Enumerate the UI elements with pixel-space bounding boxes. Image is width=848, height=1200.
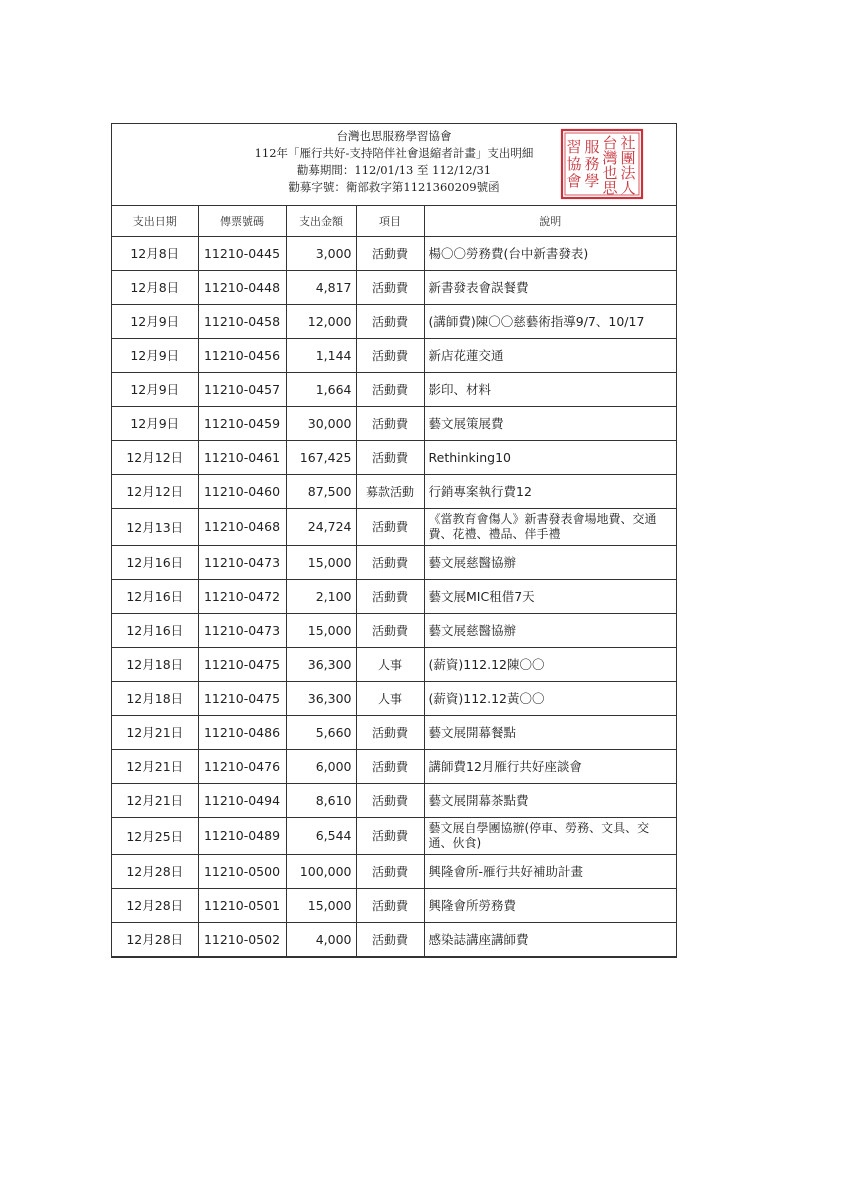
item-cell: 活動費 — [356, 749, 424, 783]
desc-cell: 興隆會所-雁行共好補助計畫 — [424, 854, 676, 888]
seal-char: 協 — [566, 155, 582, 173]
table-row — [112, 372, 676, 406]
table-row — [112, 338, 676, 372]
amount-cell: 15,000 — [286, 613, 356, 647]
desc-cell: 藝文展慈醫協辦 — [424, 613, 676, 647]
voucher-cell: 11210-0456 — [198, 338, 286, 372]
col-header-amount: 支出金額 — [286, 206, 356, 236]
seal-char: 人 — [620, 179, 636, 197]
amount-cell: 36,300 — [286, 647, 356, 681]
org-name: 台灣也思服務學習協會 — [336, 129, 452, 143]
table-row — [112, 783, 676, 817]
seal-char: 台 — [602, 134, 618, 152]
amount-cell: 100,000 — [286, 854, 356, 888]
amount-cell: 4,817 — [286, 270, 356, 304]
col-header-item: 項目 — [356, 206, 424, 236]
voucher-cell: 11210-0500 — [198, 854, 286, 888]
item-cell: 活動費 — [356, 338, 424, 372]
seal-char: 團 — [620, 149, 636, 167]
amount-cell: 4,000 — [286, 922, 356, 956]
item-cell: 活動費 — [356, 922, 424, 956]
amount-cell: 24,724 — [286, 508, 356, 545]
voucher-cell: 11210-0461 — [198, 440, 286, 474]
item-cell: 活動費 — [356, 440, 424, 474]
table-row — [112, 817, 676, 854]
expense-sheet — [111, 123, 677, 958]
date-cell: 12月21日 — [112, 783, 198, 817]
date-cell: 12月28日 — [112, 854, 198, 888]
voucher-cell: 11210-0458 — [198, 304, 286, 338]
desc-cell: 藝文展策展費 — [424, 406, 676, 440]
table-row — [112, 854, 676, 888]
item-cell: 活動費 — [356, 817, 424, 854]
voucher-cell: 11210-0501 — [198, 888, 286, 922]
item-cell: 活動費 — [356, 406, 424, 440]
seal-char: 學 — [584, 172, 600, 190]
desc-cell: (薪資)112.12陳〇〇 — [424, 647, 676, 681]
item-cell: 活動費 — [356, 372, 424, 406]
desc-cell: (講師費)陳〇〇慈藝術指導9/7、10/17 — [424, 304, 676, 338]
desc-cell: Rethinking10 — [424, 440, 676, 474]
seal-char: 也 — [602, 164, 618, 182]
item-cell: 募款活動 — [356, 474, 424, 508]
date-cell: 12月16日 — [112, 613, 198, 647]
date-cell: 12月9日 — [112, 338, 198, 372]
col-header-desc: 說明 — [424, 206, 676, 236]
table-row — [112, 304, 676, 338]
voucher-cell: 11210-0445 — [198, 236, 286, 270]
table-row — [112, 715, 676, 749]
voucher-cell: 11210-0473 — [198, 545, 286, 579]
amount-cell: 1,144 — [286, 338, 356, 372]
desc-cell: 行銷專案執行費12 — [424, 474, 676, 508]
table-header-row — [112, 206, 676, 236]
table-row — [112, 579, 676, 613]
table-row — [112, 270, 676, 304]
amount-cell: 1,664 — [286, 372, 356, 406]
seal-char: 會 — [566, 172, 582, 190]
item-cell: 活動費 — [356, 854, 424, 888]
table-row — [112, 545, 676, 579]
item-cell: 人事 — [356, 647, 424, 681]
table-row — [112, 647, 676, 681]
voucher-cell: 11210-0448 — [198, 270, 286, 304]
desc-cell: 影印、材料 — [424, 372, 676, 406]
table-row — [112, 474, 676, 508]
seal-char: 法 — [620, 164, 636, 182]
item-cell: 活動費 — [356, 888, 424, 922]
amount-cell: 36,300 — [286, 681, 356, 715]
fundraising-period: 勸募期間：112/01/13 至 112/12/31 — [296, 163, 492, 177]
voucher-cell: 11210-0457 — [198, 372, 286, 406]
desc-cell: 楊〇〇勞務費(台中新書發表) — [424, 236, 676, 270]
date-cell: 12月8日 — [112, 236, 198, 270]
amount-cell: 15,000 — [286, 888, 356, 922]
voucher-cell: 11210-0475 — [198, 647, 286, 681]
date-cell: 12月28日 — [112, 922, 198, 956]
table-row — [112, 888, 676, 922]
voucher-cell: 11210-0502 — [198, 922, 286, 956]
date-cell: 12月16日 — [112, 545, 198, 579]
table-row — [112, 406, 676, 440]
item-cell: 人事 — [356, 681, 424, 715]
date-cell: 12月16日 — [112, 579, 198, 613]
desc-cell: 藝文展慈醫協辦 — [424, 545, 676, 579]
date-cell: 12月18日 — [112, 681, 198, 715]
voucher-cell: 11210-0494 — [198, 783, 286, 817]
col-header-voucher: 傳票號碼 — [198, 206, 286, 236]
expense-table — [112, 206, 676, 957]
seal-char: 社 — [620, 134, 636, 152]
date-cell: 12月13日 — [112, 508, 198, 545]
table-row — [112, 613, 676, 647]
amount-cell: 87,500 — [286, 474, 356, 508]
item-cell: 活動費 — [356, 545, 424, 579]
voucher-cell: 11210-0472 — [198, 579, 286, 613]
amount-cell: 5,660 — [286, 715, 356, 749]
seal-char: 服 — [584, 138, 600, 156]
permit-number: 勸募字號：衛部救字第1121360209號函 — [288, 180, 500, 194]
item-cell: 活動費 — [356, 783, 424, 817]
seal-char: 習 — [566, 138, 582, 156]
date-cell: 12月21日 — [112, 749, 198, 783]
voucher-cell: 11210-0486 — [198, 715, 286, 749]
desc-cell: 藝文展開幕茶點費 — [424, 783, 676, 817]
amount-cell: 6,000 — [286, 749, 356, 783]
date-cell: 12月9日 — [112, 406, 198, 440]
amount-cell: 15,000 — [286, 545, 356, 579]
voucher-cell: 11210-0460 — [198, 474, 286, 508]
date-cell: 12月12日 — [112, 440, 198, 474]
desc-cell: 興隆會所勞務費 — [424, 888, 676, 922]
date-cell: 12月9日 — [112, 304, 198, 338]
table-row — [112, 922, 676, 956]
organization-seal — [560, 128, 644, 200]
item-cell: 活動費 — [356, 579, 424, 613]
table-row — [112, 681, 676, 715]
item-cell: 活動費 — [356, 715, 424, 749]
amount-cell: 3,000 — [286, 236, 356, 270]
item-cell: 活動費 — [356, 270, 424, 304]
voucher-cell: 11210-0489 — [198, 817, 286, 854]
desc-cell: 藝文展自學團協辦(停車、勞務、文具、交通、伙食) — [424, 817, 676, 854]
sheet-header — [112, 124, 676, 206]
item-cell: 活動費 — [356, 236, 424, 270]
table-row — [112, 749, 676, 783]
seal-char: 思 — [602, 179, 618, 197]
amount-cell: 2,100 — [286, 579, 356, 613]
date-cell: 12月8日 — [112, 270, 198, 304]
voucher-cell: 11210-0475 — [198, 681, 286, 715]
desc-cell: 藝文展開幕餐點 — [424, 715, 676, 749]
amount-cell: 8,610 — [286, 783, 356, 817]
seal-char: 灣 — [602, 149, 618, 167]
desc-cell: 藝文展MIC租借7天 — [424, 579, 676, 613]
seal-char: 務 — [584, 155, 600, 173]
amount-cell: 167,425 — [286, 440, 356, 474]
date-cell: 12月28日 — [112, 888, 198, 922]
desc-cell: 講師費12月雁行共好座談會 — [424, 749, 676, 783]
amount-cell: 12,000 — [286, 304, 356, 338]
item-cell: 活動費 — [356, 304, 424, 338]
col-header-date: 支出日期 — [112, 206, 198, 236]
date-cell: 12月9日 — [112, 372, 198, 406]
desc-cell: 感染誌講座講師費 — [424, 922, 676, 956]
amount-cell: 30,000 — [286, 406, 356, 440]
voucher-cell: 11210-0476 — [198, 749, 286, 783]
amount-cell: 6,544 — [286, 817, 356, 854]
desc-cell: (薪資)112.12黃〇〇 — [424, 681, 676, 715]
date-cell: 12月12日 — [112, 474, 198, 508]
voucher-cell: 11210-0468 — [198, 508, 286, 545]
date-cell: 12月25日 — [112, 817, 198, 854]
item-cell: 活動費 — [356, 613, 424, 647]
table-row — [112, 508, 676, 545]
voucher-cell: 11210-0473 — [198, 613, 286, 647]
item-cell: 活動費 — [356, 508, 424, 545]
date-cell: 12月18日 — [112, 647, 198, 681]
date-cell: 12月21日 — [112, 715, 198, 749]
plan-title: 112年「雁行共好-支持陪伴社會退縮者計畫」支出明細 — [254, 146, 534, 160]
voucher-cell: 11210-0459 — [198, 406, 286, 440]
table-row — [112, 236, 676, 270]
desc-cell: 新書發表會誤餐費 — [424, 270, 676, 304]
table-row — [112, 440, 676, 474]
desc-cell: 《當教育會傷人》新書發表會場地費、交通費、花禮、禮品、伴手禮 — [424, 508, 676, 545]
desc-cell: 新店花蓮交通 — [424, 338, 676, 372]
